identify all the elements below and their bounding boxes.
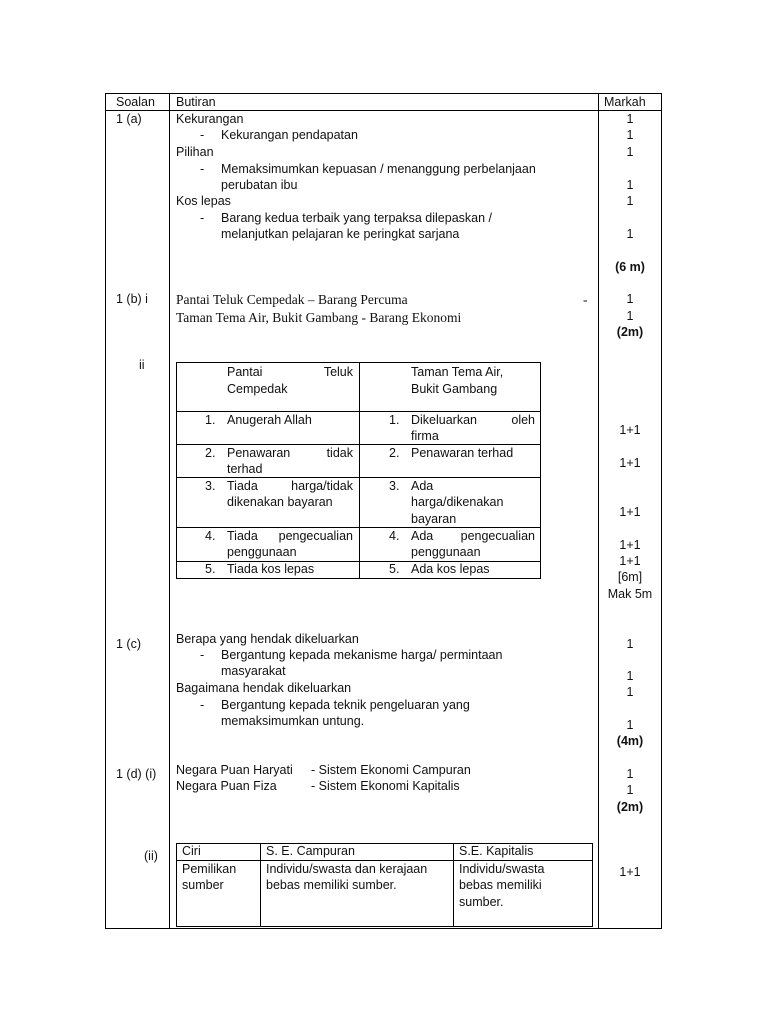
q1a-dash: - — [200, 211, 205, 225]
comparison-cell: Penawaran terhad — [411, 446, 514, 460]
q1a-mark: 1 — [626, 145, 634, 159]
comparison-num: 4. — [205, 529, 216, 543]
q1bii-mark: 1+1 — [619, 456, 641, 470]
q1a-line: Kekurangan — [176, 112, 244, 126]
q1c-line: Bergantung kepada teknik pengeluaran yang — [221, 698, 470, 712]
q1dii-mark: 1+1 — [619, 865, 641, 879]
comparison-cell: bayaran — [411, 512, 457, 526]
q1a-label: 1 (a) — [116, 112, 142, 126]
comparison-num: 2. — [205, 446, 216, 460]
comparison-cell: Tiada harga/tidak — [227, 479, 353, 493]
q1bii-mark: 1+1 — [619, 538, 641, 552]
q1c-mark: 1 — [626, 718, 634, 732]
system-header-kapitalis: S.E. Kapitalis — [459, 844, 534, 858]
comparison-num: 2. — [389, 446, 400, 460]
q1a-line: Kos lepas — [176, 194, 231, 208]
comparison-col-divider — [359, 363, 360, 578]
system-cell: Pemilikan — [182, 862, 237, 876]
q1a-line: perubatan ibu — [221, 178, 298, 192]
comparison-cell: Dikeluarkan oleh — [411, 413, 535, 427]
q1c-mark: 1 — [626, 637, 634, 651]
q1di-mark: 1 — [626, 783, 634, 797]
comparison-num: 4. — [389, 529, 400, 543]
q1c-line: memaksimumkan untung. — [221, 714, 365, 728]
comparison-header-left: Pantai Teluk — [227, 365, 353, 379]
comparison-cell: Ada pengecualian — [411, 529, 535, 543]
q1c-line: Berapa yang hendak dikeluarkan — [176, 632, 359, 646]
q1bi-mark: 1 — [626, 309, 634, 323]
comparison-cell: Anugerah Allah — [227, 413, 312, 427]
q1bii-mark: 1+1 — [619, 554, 641, 568]
header-butiran: Butiran — [176, 95, 216, 109]
q1di-label: 1 (d) (i) — [116, 767, 157, 781]
q1di-line1-system: - Sistem Ekonomi Campuran — [311, 763, 471, 777]
q1a-mark: 1 — [626, 128, 634, 142]
comparison-num: 3. — [205, 479, 216, 493]
system-header-campuran: S. E. Campuran — [266, 844, 355, 858]
system-cell: sumber — [182, 878, 224, 892]
q1bi-line2: Taman Tema Air, Bukit Gambang - Barang Ekonomi — [176, 310, 462, 325]
q1a-mark: 1 — [626, 194, 634, 208]
q1a-mark: 1 — [626, 227, 634, 241]
comparison-num: 3. — [389, 479, 400, 493]
system-cell: bebas memiliki — [459, 878, 542, 892]
q1di-line2-system: - Sistem Ekonomi Kapitalis — [311, 779, 460, 793]
q1c-label: 1 (c) — [116, 637, 141, 651]
system-cell: Individu/swasta — [459, 862, 545, 876]
q1bii-mark: [6m] — [617, 570, 643, 584]
comparison-cell: Penawaran tidak — [227, 446, 353, 460]
q1a-total: (6 m) — [615, 260, 645, 274]
q1dii-label: (ii) — [144, 849, 158, 863]
comparison-num: 1. — [205, 413, 216, 427]
q1bii-label: ii — [139, 358, 145, 372]
system-cell: bebas memiliki sumber. — [266, 878, 397, 892]
q1bii-mark: 1+1 — [619, 423, 641, 437]
q1a-dash: - — [200, 128, 205, 142]
comparison-cell: Ada kos lepas — [411, 562, 490, 576]
q1a-mark: 1 — [626, 112, 634, 126]
comparison-num: 5. — [205, 562, 216, 576]
q1bi-line1: Pantai Teluk Cempedak – Barang Percuma — [176, 292, 408, 307]
comparison-cell: harga/dikenakan — [411, 495, 504, 509]
q1di-line1-country: Negara Puan Haryati — [176, 763, 293, 777]
system-cell: sumber. — [459, 895, 504, 909]
q1a-dash: - — [200, 162, 205, 176]
col-divider-1 — [169, 94, 170, 928]
q1c-total: (4m) — [616, 734, 644, 748]
q1a-line: melanjutkan pelajaran ke peringkat sarjana — [221, 227, 460, 241]
q1c-line: Bagaimana hendak dikeluarkan — [176, 681, 352, 695]
header-soalan: Soalan — [116, 95, 155, 109]
q1a-line: Pilihan — [176, 145, 214, 159]
q1c-line: masyarakat — [221, 664, 286, 678]
comparison-num: 1. — [389, 413, 400, 427]
comparison-cell: terhad — [227, 462, 263, 476]
q1bii-mark: Mak 5m — [607, 587, 653, 601]
q1a-line: Memaksimumkan kepuasan / menanggung perbelanjaan — [221, 162, 536, 176]
header-markah: Markah — [604, 95, 646, 109]
q1c-mark: 1 — [626, 685, 634, 699]
q1c-dash: - — [200, 698, 205, 712]
system-header-ciri: Ciri — [182, 844, 201, 858]
comparison-cell: penggunaan — [227, 545, 297, 559]
system-cell: Individu/swasta dan kerajaan — [266, 862, 428, 876]
comparison-cell: firma — [411, 429, 439, 443]
q1c-dash: - — [200, 648, 205, 662]
q1bi-total: (2m) — [616, 325, 644, 339]
q1a-line: Kekurangan pendapatan — [221, 128, 358, 142]
q1di-line2-country: Negara Puan Fiza — [176, 779, 277, 793]
comparison-header-right-cont: Bukit Gambang — [411, 382, 498, 396]
q1c-mark: 1 — [626, 669, 634, 683]
q1a-mark: 1 — [626, 178, 634, 192]
system-col-divider — [453, 844, 454, 926]
q1di-total: (2m) — [616, 800, 644, 814]
q1c-line: Bergantung kepada mekanisme harga/ permintaan — [221, 648, 503, 662]
comparison-num: 5. — [389, 562, 400, 576]
comparison-header-right: Taman Tema Air, — [411, 365, 504, 379]
q1a-line: Barang kedua terbaik yang terpaksa dilepaskan / — [221, 211, 493, 225]
q1bi-label: 1 (b) i — [116, 292, 148, 306]
comparison-cell: penggunaan — [411, 545, 481, 559]
comparison-cell: Tiada kos lepas — [227, 562, 315, 576]
comparison-cell: Tiada pengecualian — [227, 529, 353, 543]
q1di-mark: 1 — [626, 767, 634, 781]
q1bii-mark: 1+1 — [619, 505, 641, 519]
q1bi-line1-dash: - — [583, 292, 588, 307]
q1bi-mark: 1 — [626, 292, 634, 306]
comparison-header-left-cont: Cempedak — [227, 382, 288, 396]
comparison-cell: Ada — [411, 479, 434, 493]
comparison-cell: dikenakan bayaran — [227, 495, 333, 509]
system-col-divider — [260, 844, 261, 926]
